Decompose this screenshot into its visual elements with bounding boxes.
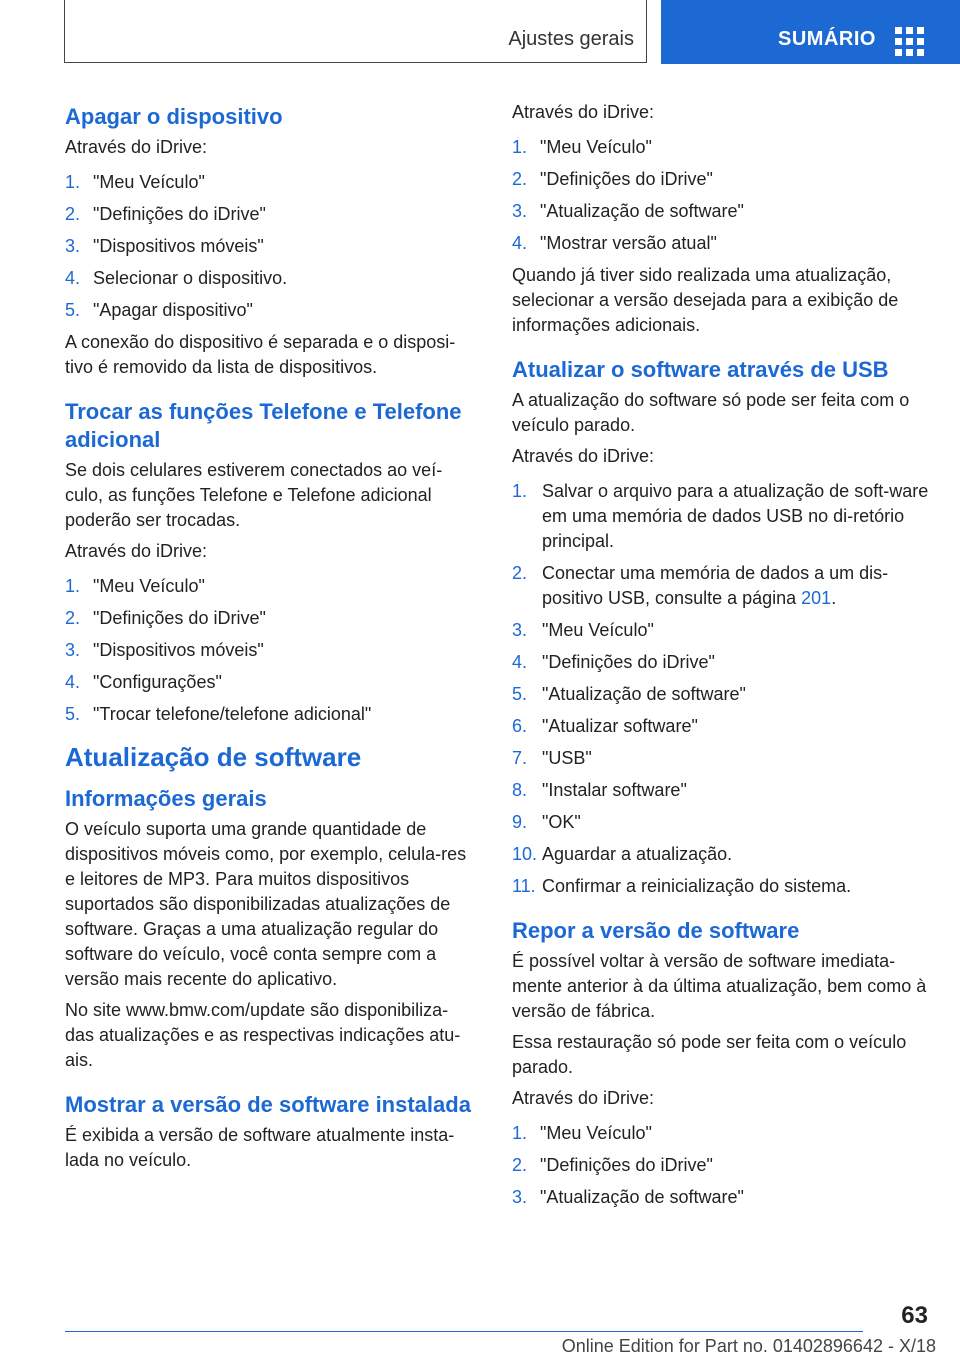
heading-atualizar-usb: Atualizar o software através de USB <box>512 357 889 382</box>
list-item: 2. "Definições do iDrive" <box>512 1155 713 1175</box>
heading-informacoes-gerais: Informações gerais <box>65 786 267 811</box>
list-item: 3. "Dispositivos móveis" <box>65 640 264 660</box>
list-item: 8. "Instalar software" <box>512 780 687 800</box>
grid-icon <box>895 27 924 56</box>
body-text: É possível voltar à versão de software imediata-mente anterior à da última atualização, bem como à versão de fábrica. <box>512 951 927 1021</box>
intro-text: Através do iDrive: <box>65 541 208 561</box>
list-item: 9. "OK" <box>512 812 581 832</box>
body-text: É exibida a versão de software atualmente insta-lada no veículo. <box>65 1125 455 1170</box>
list-item: 5. "Atualização de software" <box>512 684 746 704</box>
list-item: 4. Selecionar o dispositivo. <box>65 268 288 288</box>
page-number: 63 <box>901 1302 928 1329</box>
steps-list-repor <box>512 1121 930 1210</box>
summary-button-label: SUMÁRIO <box>778 28 876 50</box>
list-item: 4. "Mostrar versão atual" <box>512 233 717 253</box>
list-item: 4. "Configurações" <box>65 672 222 692</box>
steps-list-usb <box>512 479 930 899</box>
steps-list-trocar <box>65 574 477 727</box>
body-text: A atualização do software só pode ser feita com o veículo parado. <box>512 390 910 435</box>
list-item: 2. "Definições do iDrive" <box>65 204 266 224</box>
heading-atualizacao-software: Atualização de software <box>65 742 362 772</box>
left-column <box>65 100 477 1179</box>
footer-edition-text: Online Edition for Part no. 01402896642 - X/18 <box>561 1336 936 1356</box>
list-item: 1. Salvar o arquivo para a atualização de soft-ware em uma memória de dados USB no di-retório principal. <box>512 481 929 551</box>
list-item: 2. "Definições do iDrive" <box>65 608 266 628</box>
section-title: Ajustes gerais <box>508 28 634 50</box>
list-item: 2. "Definições do iDrive" <box>512 169 713 189</box>
list-item: 3. "Dispositivos móveis" <box>65 236 264 256</box>
heading-mostrar-versao: Mostrar a versão de software instalada <box>65 1092 471 1117</box>
body-text: No site www.bmw.com/update são disponibiliza-das atualizações e as respectivas indicações atu-ais. <box>65 1000 461 1070</box>
heading-trocar-funcoes: Trocar as funções Telefone e Telefone adicional <box>65 399 462 452</box>
header-section-box <box>64 0 647 63</box>
list-item: 6. "Atualizar software" <box>512 716 698 736</box>
footer-divider <box>65 1331 863 1332</box>
list-item: 4. "Definições do iDrive" <box>512 652 715 672</box>
body-text: Se dois celulares estiverem conectados ao veí-culo, as funções Telefone e Telefone adicional poderão ser trocadas. <box>65 460 443 530</box>
heading-repor-versao: Repor a versão de software <box>512 918 800 943</box>
right-column <box>512 100 930 1217</box>
list-item: 3. "Atualização de software" <box>512 1187 744 1207</box>
intro-text: Através do iDrive: <box>512 446 655 466</box>
body-text: Essa restauração só pode ser feita com o veículo parado. <box>512 1032 907 1077</box>
intro-text: Através do iDrive: <box>512 102 655 122</box>
list-item: 5. "Trocar telefone/telefone adicional" <box>65 704 372 724</box>
list-item: 1. "Meu Veículo" <box>512 1123 652 1143</box>
body-text: O veículo suporta uma grande quantidade de dispositivos móveis como, por exemplo, celula-res e leitores de MP3. Para muitos dispositivos suportados são disponibilizadas atualizações de software. Graças a uma atualização regular do software do veículo, você conta sempre com a versão mais recente do aplicativo. <box>65 819 467 989</box>
steps-list-apagar <box>65 170 477 323</box>
summary-button[interactable] <box>661 0 960 64</box>
page-link[interactable]: 201 <box>801 588 832 608</box>
intro-text: Através do iDrive: <box>512 1088 655 1108</box>
list-item: 3. "Atualização de software" <box>512 201 744 221</box>
list-item: 5. "Apagar dispositivo" <box>65 300 253 320</box>
list-item: 3. "Meu Veículo" <box>512 620 654 640</box>
list-item: 1. "Meu Veículo" <box>65 576 205 596</box>
list-item: 7. "USB" <box>512 748 592 768</box>
list-item: 10. Aguardar a atualização. <box>512 844 733 864</box>
list-item: 1. "Meu Veículo" <box>512 137 652 157</box>
steps-list-mostrar <box>512 135 930 256</box>
body-text: Quando já tiver sido realizada uma atualização, selecionar a versão desejada para a exibição de informações adicionais. <box>512 265 899 335</box>
intro-text: Através do iDrive: <box>65 137 208 157</box>
list-item: 11. Confirmar a reinicialização do sistema. <box>512 876 852 896</box>
body-text: A conexão do dispositivo é separada e o disposi-tivo é removido da lista de dispositivos. <box>65 332 456 377</box>
list-item: 2. Conectar uma memória de dados a um dis-positivo USB, consulte a página 201. <box>512 563 889 608</box>
heading-apagar-dispositivo: Apagar o dispositivo <box>65 104 283 129</box>
list-item: 1. "Meu Veículo" <box>65 172 205 192</box>
